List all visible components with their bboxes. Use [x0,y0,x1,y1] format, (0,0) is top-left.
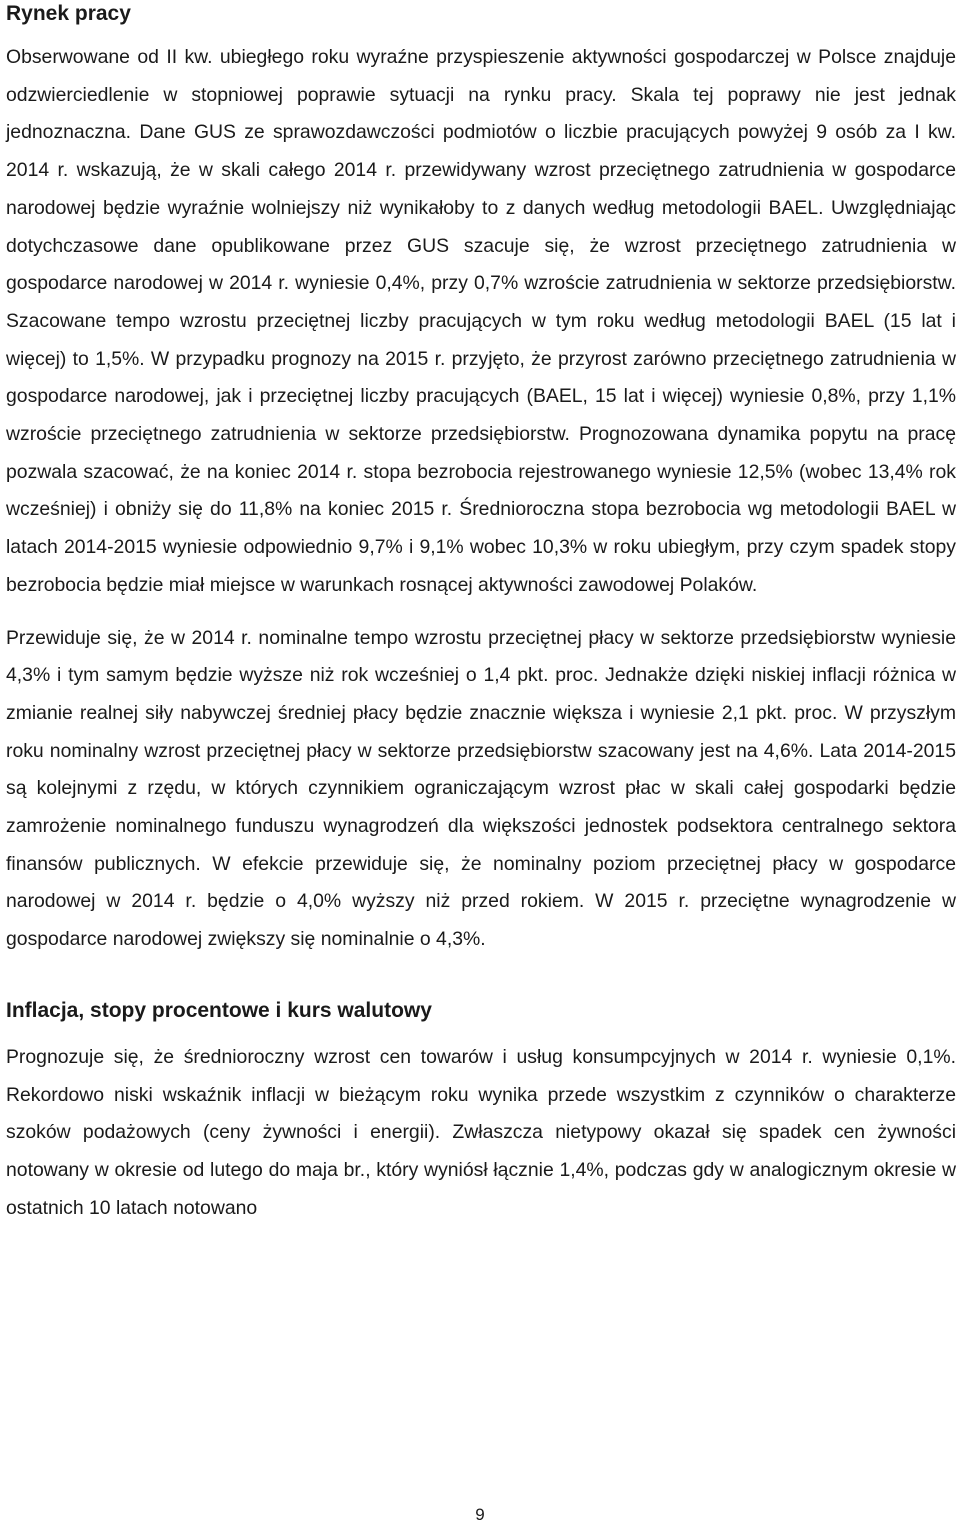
paragraph-wages: Przewiduje się, że w 2014 r. nominalne tempo wzrostu przeciętnej płacy w sektorze przedsiębiorstw wyniesie 4,3% i tym samym będzie wyższe niż rok wcześniej o 1,4 pkt. proc. Jednakże dzięki niskiej inflacji różnica w zmianie realnej siły nabywczej średniej płacy będzie znacznie większa i wyniesie 2,1 pkt. proc. W przyszłym roku nominalny wzrost przeciętnej płacy w sektorze przedsiębiorstw szacowany jest na 4,6%. Lata 2014-2015 są kolejnymi z rzędu, w których czynnikiem ograniczającym wzrost płac w skali całej gospodarki będzie zamrożenie nominalnego funduszu wynagrodzeń dla większości jednostek podsektora centralnego sektora finansów publicznych. W efekcie przewiduje się, że nominalny poziom przeciętnej płacy w gospodarce narodowej w 2014 r. będzie o 4,0% wyższy niż przed rokiem. W 2015 r. przeciętne wynagrodzenie w gospodarce narodowej zwiększy się nominalnie o 4,3%. [6,626,956,951]
paragraph-labor-market: Obserwowane od II kw. ubiegłego roku wyraźne przyspieszenie aktywności gospodarczej w Polsce znajduje odzwierciedlenie w stopniowej poprawie sytuacji na rynku pracy. Skala tej poprawy nie jest jednak jednoznaczna. Dane GUS ze sprawozdawczości podmiotów o liczbie pracujących powyżej 9 osób za I kw. 2014 r. wskazują, że w skali całego 2014 r. przewidywany wzrost przeciętnego zatrudnienia w gospodarce narodowej będzie wyraźnie wolniejszy niż wynikałoby to z danych według metodologii BAEL. Uwzględniając dotychczasowe dane opublikowane przez GUS szacuje się, że wzrost przeciętnego zatrudnienia w gospodarce narodowej w 2014 r. wyniesie 0,4%, przy 0,7% wzroście zatrudnienia w sektorze przedsiębiorstw. Szacowane tempo wzrostu przeciętnej liczby pracujących w tym roku według metodologii BAEL (15 lat i więcej) to 1,5%. W przypadku prognozy na 2015 r. przyjęto, że przyrost zarówno przeciętnego zatrudnienia w gospodarce narodowej, jak i przeciętnej liczby pracujących (BAEL, 15 lat i więcej) wyniesie 0,8%, przy 1,1% wzroście przeciętnego zatrudnienia w sektorze przedsiębiorstw. Prognozowana dynamika popytu na pracę pozwala szacować, że na koniec 2014 r. stopa bezrobocia rejestrowanego wyniesie 12,5% (wobec 13,4% rok wcześniej) i obniży się do 11,8% na koniec 2015 r. Średnioroczna stopa bezrobocia wg metodologii BAEL w latach 2014-2015 wyniesie odpowiednio 9,7% i 9,1% wobec 10,3% w roku ubiegłym, przy czym spadek stopy bezrobocia będzie miał miejsce w warunkach rosnącej aktywności zawodowej Polaków. [6,46,956,596]
document-page [6,0,956,1227]
section-heading-inflation: Inflacja, stopy procentowe i kurs walutowy [6,998,432,1022]
paragraph-inflation: Prognozuje się, że średnioroczny wzrost cen towarów i usług konsumpcyjnych w 2014 r. wyniesie 0,1%. Rekordowo niski wskaźnik inflacji w bieżącym roku wynika przede wszystkim z czynników o charakterze szoków podażowych (ceny żywności i energii). Zwłaszcza nietypowy okazał się spadek cen żywności notowany w okresie od lutego do maja br., który wyniósł łącznie 1,4%, podczas gdy w analogicznym okresie w ostatnich 10 latach notowano [6,1045,956,1219]
page-number: 9 [475,1505,485,1524]
section-heading-labor-market: Rynek pracy [6,2,131,25]
